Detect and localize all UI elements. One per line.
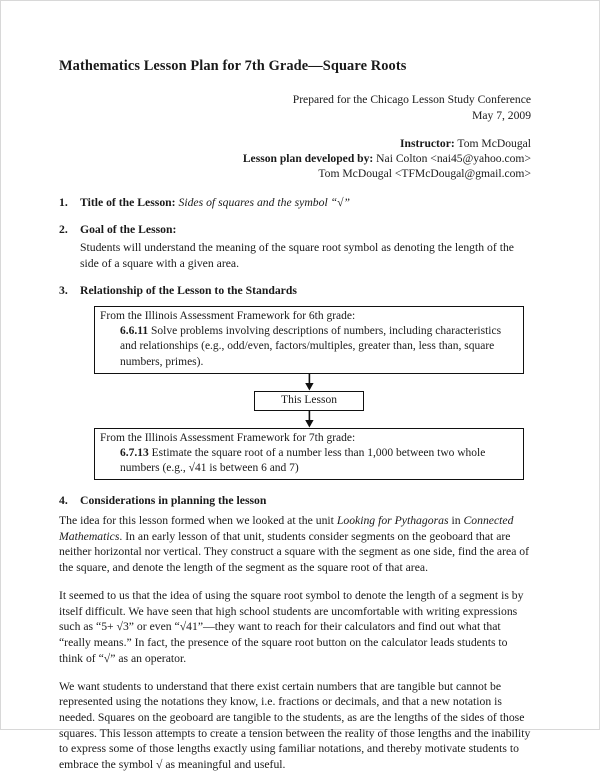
item-1-number: 1. xyxy=(59,195,68,209)
unit-title-pythagoras: Looking for Pythagoras xyxy=(336,513,449,527)
date-line: May 7, 2009 xyxy=(472,108,531,122)
standards-text-7th: Estimate the square root of a number less than 1,000 between two whole numbers (e.g., √41 is between 6 and 7) xyxy=(120,446,486,475)
header-spacer xyxy=(59,123,531,136)
developer-1-value: Nai Colton <nai45@yahoo.com> xyxy=(373,152,531,166)
item-1-value: Sides of squares and the symbol “√” xyxy=(178,195,351,209)
section-item-3 xyxy=(59,283,531,299)
spacer xyxy=(59,480,531,493)
instructor-label: Instructor: xyxy=(399,136,455,150)
spacer xyxy=(59,299,531,306)
item-3-number: 3. xyxy=(59,284,68,298)
item-3-heading: Relationship of the Lesson to the Standards xyxy=(80,284,297,298)
document-header-block xyxy=(59,92,531,181)
prepared-for-line: Prepared for the Chicago Lesson Study Conference xyxy=(292,93,531,107)
document-content xyxy=(59,58,531,773)
standards-detail-7th xyxy=(100,446,518,476)
arrow-down-icon xyxy=(304,411,315,428)
spacer xyxy=(59,182,531,195)
arrow-down-top-wrap xyxy=(94,374,524,391)
para1-part-c: . In an early lesson of that unit, students consider segments on the geoboard that are neither horizontal nor vertical. They construct a square with the segment as one side, find the area of the square, and denote the length of the segment as the square root of that area. xyxy=(59,529,530,575)
curriculum-title-connected-mathematics: Connected Mathematics xyxy=(59,513,514,543)
considerations-paragraph-3: We want students to understand that there exist certain numbers that are tangible but cannot be represented using the notations they know, i.e. fractions or decimals, and that a new notation is needed. Squares on the geoboard are tangible to the students, as are the lengths of the sides of those squares. This lesson attempts to create a tension between the reality of those lengths and the inability to express some of those lengths exactly using familiar notations, and thereby motivate students to embrace the symbol √ as meaningful and useful. xyxy=(59,679,531,772)
this-lesson-box: This Lesson xyxy=(254,391,364,411)
standards-box-7th-grade xyxy=(94,428,524,481)
arrow-down-icon xyxy=(304,374,315,391)
standards-source-6th: From the Illinois Assessment Framework for 6th grade: xyxy=(100,310,356,323)
para1-part-a: The idea for this lesson formed when we looked at the unit xyxy=(59,513,337,527)
section-item-4 xyxy=(59,493,531,509)
section-item-2 xyxy=(59,222,531,271)
item-2-body: Students will understand the meaning of the square root symbol as denoting the length of the side of a square with a given area. xyxy=(80,241,514,270)
developer-line-2: Tom McDougal <TFMcDougal@gmail.com> xyxy=(318,167,531,181)
item-4-number: 4. xyxy=(59,494,68,508)
considerations-paragraph-1 xyxy=(59,513,531,576)
spacer xyxy=(59,271,531,283)
page-title: Mathematics Lesson Plan for 7th Grade—Square Roots xyxy=(59,58,407,74)
para1-part-b: in xyxy=(448,513,464,527)
item-2-number: 2. xyxy=(59,223,68,237)
developed-by-label: Lesson plan developed by: xyxy=(242,152,374,166)
item-2-heading: Goal of the Lesson: xyxy=(80,223,177,237)
standards-source-7th: From the Illinois Assessment Framework for 7th grade: xyxy=(100,431,356,444)
arrow-down-bottom-wrap xyxy=(94,411,524,428)
standards-code-7th: 6.7.13 xyxy=(120,446,149,459)
instructor-line xyxy=(59,136,531,151)
item-4-heading: Considerations in planning the lesson xyxy=(80,494,267,508)
standards-detail-6th xyxy=(100,324,518,370)
considerations-paragraph-2: It seemed to us that the idea of using the square root symbol to denote the length of a segment is by itself difficult. We have seen that high school students are uncomfortable with writing expressions such as “5+ √3” or even “√41”—they want to reach for their calculators and find out what that “really means.” In fact, the presence of the square root button on the calculator leads students to think of “√” as an operator. xyxy=(59,588,524,665)
instructor-name: Tom McDougal xyxy=(454,136,531,150)
standards-box-6th-grade xyxy=(94,306,524,374)
item-1-heading: Title of the Lesson: xyxy=(80,195,176,209)
spacer xyxy=(59,210,531,222)
standards-text-6th: Solve problems involving descriptions of numbers, including characteristics and relationships (e.g., odd/even, factors/multiples, greater than, less than, square numbers, primes). xyxy=(120,325,502,368)
section-item-1 xyxy=(59,195,531,211)
this-lesson-row xyxy=(94,391,524,411)
standards-code-6th: 6.6.11 xyxy=(120,325,149,338)
developer-line-1 xyxy=(59,151,531,166)
